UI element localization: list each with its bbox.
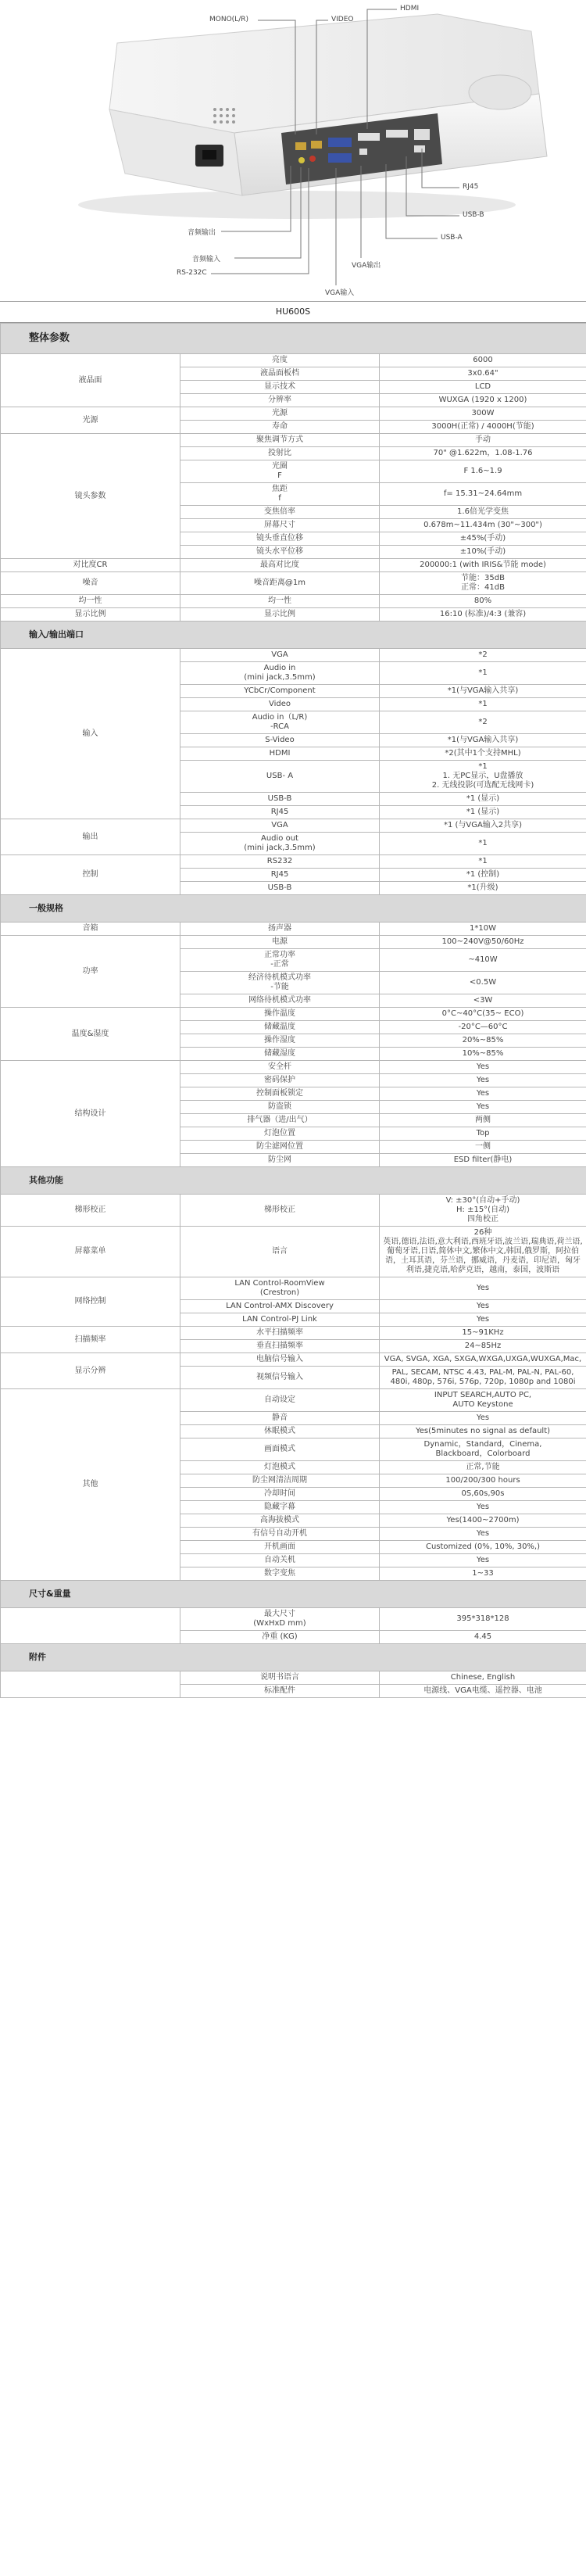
- spec-key: USB-B: [180, 793, 380, 806]
- group-label: 屏幕菜单: [1, 1227, 180, 1277]
- spec-value: V: ±30°(自动+手动) H: ±15°(自动) 四角校正: [380, 1195, 586, 1227]
- spec-value: 0°C~40°C(35~ ECO): [380, 1008, 586, 1021]
- section-title: 输入/输出端口: [1, 622, 586, 649]
- spec-value: 6000: [380, 354, 586, 367]
- spec-value: Yes: [380, 1554, 586, 1567]
- spec-value: Yes: [380, 1412, 586, 1425]
- callout-rj45: RJ45: [463, 183, 479, 191]
- table-row: [1, 1061, 586, 1074]
- group-label: 液晶面: [1, 354, 180, 407]
- group-label: 光源: [1, 407, 180, 434]
- spec-key: Audio in (mini jack,3.5mm): [180, 662, 380, 685]
- group-label: 显示分辨: [1, 1353, 180, 1389]
- spec-value: 395*318*128: [380, 1608, 586, 1631]
- spec-key: 防尘网清洁周期: [180, 1474, 380, 1488]
- spec-value: -20°C—60°C: [380, 1021, 586, 1034]
- spec-key: 标准配件: [180, 1685, 380, 1698]
- spec-key: 亮度: [180, 354, 380, 367]
- spec-key: S-Video: [180, 734, 380, 747]
- spec-key: 聚焦调节方式: [180, 434, 380, 447]
- spec-value: Yes: [380, 1061, 586, 1074]
- spec-value: *1: [380, 698, 586, 711]
- spec-value: *1(与VGA输入共享): [380, 734, 586, 747]
- spec-key: 焦距 f: [180, 483, 380, 506]
- group-label: 其他: [1, 1389, 180, 1581]
- group-label: [1, 1671, 180, 1698]
- spec-key: 高海拔模式: [180, 1514, 380, 1528]
- spec-value: ±10%(手动): [380, 546, 586, 559]
- spec-value: 300W: [380, 407, 586, 421]
- spec-value: Yes: [380, 1528, 586, 1541]
- group-label: 输出: [1, 819, 180, 855]
- table-row: [1, 1227, 586, 1277]
- callout-usb-b: USB-B: [463, 211, 484, 219]
- spec-key: 视频信号输入: [180, 1367, 380, 1389]
- group-label: 对比度CR: [1, 559, 180, 572]
- spec-key: 分辨率: [180, 394, 380, 407]
- spec-value: 20%~85%: [380, 1034, 586, 1048]
- spec-key: 投射比: [180, 447, 380, 460]
- callout-mono-lr: MONO(L/R): [209, 16, 248, 23]
- spec-key: 变焦倍率: [180, 506, 380, 519]
- spec-value: *1 (显示): [380, 806, 586, 819]
- spec-key: 电源: [180, 936, 380, 949]
- spec-key: 经济待机模式功率 -节能: [180, 972, 380, 994]
- spec-value: 3x0.64": [380, 367, 586, 381]
- spec-key: 灯泡模式: [180, 1461, 380, 1474]
- spec-value: 4.45: [380, 1631, 586, 1644]
- spec-value: *1 1. 无PC显示，U盘播放 2. 无线投影(可选配无线网卡): [380, 761, 586, 793]
- section-title: 一般规格: [1, 895, 586, 923]
- group-label: 温度&湿度: [1, 1008, 180, 1061]
- spec-key: 画面模式: [180, 1438, 380, 1461]
- spec-value: <0.5W: [380, 972, 586, 994]
- spec-value: F 1.6~1.9: [380, 460, 586, 483]
- spec-value: WUXGA (1920 x 1200): [380, 394, 586, 407]
- spec-value: INPUT SEARCH,AUTO PC, AUTO Keystone: [380, 1389, 586, 1412]
- page-bottom-spacer: [0, 1698, 586, 1707]
- spec-value: Customized (0%, 10%, 30%,): [380, 1541, 586, 1554]
- table-row: [1, 855, 586, 869]
- spec-value: 0S,60s,90s: [380, 1488, 586, 1501]
- callout-video: VIDEO: [331, 16, 354, 23]
- spec-key: 净重 (KG): [180, 1631, 380, 1644]
- group-label: 控制: [1, 855, 180, 895]
- spec-value: Yes: [380, 1101, 586, 1114]
- spec-value: Yes: [380, 1074, 586, 1087]
- table-row: [1, 1353, 586, 1367]
- table-row: [1, 936, 586, 949]
- table-row: [1, 1389, 586, 1412]
- spec-key: VGA: [180, 819, 380, 833]
- group-label: 网络控制: [1, 1277, 180, 1327]
- spec-key: LAN Control-AMX Discovery: [180, 1300, 380, 1313]
- spec-value: ESD filter(静电): [380, 1154, 586, 1167]
- spec-key: 镜头水平位移: [180, 546, 380, 559]
- spec-key: 语言: [180, 1227, 380, 1277]
- spec-value: 节能：35dB 正常：41dB: [380, 572, 586, 595]
- spec-key: Audio in（L/R) -RCA: [180, 711, 380, 734]
- table-row: [1, 407, 586, 421]
- spec-key: 开机画面: [180, 1541, 380, 1554]
- spec-key: 屏幕尺寸: [180, 519, 380, 532]
- group-label: 扫描频率: [1, 1327, 180, 1353]
- spec-key: 说明书语言: [180, 1671, 380, 1685]
- spec-value: *1(与VGA输入共享): [380, 685, 586, 698]
- spec-value: 24~85Hz: [380, 1340, 586, 1353]
- spec-key: 灯泡位置: [180, 1127, 380, 1141]
- table-row: [1, 819, 586, 833]
- spec-key: LAN Control-PJ Link: [180, 1313, 380, 1327]
- spec-value: Yes: [380, 1501, 586, 1514]
- spec-key: 安全杆: [180, 1061, 380, 1074]
- callout-usb-a: USB-A: [441, 234, 463, 242]
- spec-key: 显示比例: [180, 608, 380, 622]
- table-row: [1, 1008, 586, 1021]
- table-row: [1, 1671, 586, 1685]
- spec-value: Yes: [380, 1087, 586, 1101]
- spec-key: 扬声器: [180, 923, 380, 936]
- table-row: [1, 923, 586, 936]
- section-header-row: [1, 1644, 586, 1671]
- callout-vga-in: VGA输入: [325, 289, 355, 297]
- spec-value: <3W: [380, 994, 586, 1008]
- spec-key: 寿命: [180, 421, 380, 434]
- spec-table: [0, 323, 586, 1698]
- table-row: [1, 559, 586, 572]
- spec-value: Yes: [380, 1313, 586, 1327]
- spec-key: 水平扫描频率: [180, 1327, 380, 1340]
- spec-value: *1 (控制): [380, 869, 586, 882]
- spec-value: 1.6倍光学变焦: [380, 506, 586, 519]
- spec-value: 0.678m~11.434m (30"~300"): [380, 519, 586, 532]
- spec-key: 排气器（进/出气）: [180, 1114, 380, 1127]
- group-label: [1, 1608, 180, 1644]
- spec-value: Yes: [380, 1300, 586, 1313]
- spec-key: LAN Control-RoomView (Crestron): [180, 1277, 380, 1300]
- spec-key: 自动设定: [180, 1389, 380, 1412]
- section-title: 尺寸&重量: [1, 1581, 586, 1608]
- spec-key: 操作温度: [180, 1008, 380, 1021]
- group-label: 音箱: [1, 923, 180, 936]
- group-label: 均一性: [1, 595, 180, 608]
- section-header-row: [1, 895, 586, 923]
- spec-key: 休眠模式: [180, 1425, 380, 1438]
- spec-value: LCD: [380, 381, 586, 394]
- section-header-row: [1, 1167, 586, 1195]
- spec-value: f= 15.31~24.64mm: [380, 483, 586, 506]
- table-row: [1, 649, 586, 662]
- spec-key: 网络待机模式功率: [180, 994, 380, 1008]
- spec-value: 两侧: [380, 1114, 586, 1127]
- spec-value: *1(升级): [380, 882, 586, 895]
- callout-audio-out: 音频输出: [188, 229, 216, 237]
- spec-value: ~410W: [380, 949, 586, 972]
- spec-key: Video: [180, 698, 380, 711]
- spec-key: 数字变焦: [180, 1567, 380, 1581]
- group-label: 噪音: [1, 572, 180, 595]
- callout-rs232c: RS-232C: [177, 269, 207, 277]
- table-row: [1, 1195, 586, 1227]
- spec-value: 手动: [380, 434, 586, 447]
- section-header-row: [1, 622, 586, 649]
- table-row: [1, 354, 586, 367]
- spec-key: 控制面板锁定: [180, 1087, 380, 1101]
- spec-key: 镜头垂直位移: [180, 532, 380, 546]
- spec-value: VGA, SVGA, XGA, SXGA,WXGA,UXGA,WUXGA,Mac,: [380, 1353, 586, 1367]
- section-header-row: [1, 1581, 586, 1608]
- spec-key: 防尘滤网位置: [180, 1141, 380, 1154]
- spec-value: *2: [380, 649, 586, 662]
- callout-vga-out: VGA输出: [352, 262, 381, 270]
- spec-key: RJ45: [180, 806, 380, 819]
- spec-key: 隐藏字幕: [180, 1501, 380, 1514]
- table-row: [1, 608, 586, 622]
- spec-key: 电脑信号输入: [180, 1353, 380, 1367]
- spec-key: 噪音距离@1m: [180, 572, 380, 595]
- spec-key: 密码保护: [180, 1074, 380, 1087]
- spec-value: 正常,节能: [380, 1461, 586, 1474]
- group-label: 显示比例: [1, 608, 180, 622]
- spec-key: 均一性: [180, 595, 380, 608]
- spec-key: 储藏温度: [180, 1021, 380, 1034]
- group-label: 功率: [1, 936, 180, 1008]
- spec-value: Top: [380, 1127, 586, 1141]
- table-row: [1, 1608, 586, 1631]
- group-label: 结构设计: [1, 1061, 180, 1167]
- spec-key: 操作湿度: [180, 1034, 380, 1048]
- spec-value: *1: [380, 833, 586, 855]
- spec-value: 200000:1 (with IRIS&节能 mode): [380, 559, 586, 572]
- table-row: [1, 434, 586, 447]
- section-title: 附件: [1, 1644, 586, 1671]
- spec-key: 液晶面板档: [180, 367, 380, 381]
- spec-key: 防尘网: [180, 1154, 380, 1167]
- spec-value: 100/200/300 hours: [380, 1474, 586, 1488]
- spec-key: 储藏湿度: [180, 1048, 380, 1061]
- table-row: [1, 595, 586, 608]
- spec-value: *1: [380, 855, 586, 869]
- spec-value: PAL, SECAM, NTSC 4.43, PAL-M, PAL-N, PAL-60, 480i, 480p, 576i, 576p, 720p, 1080p and 1080i: [380, 1367, 586, 1389]
- spec-value: Yes(5minutes no signal as default): [380, 1425, 586, 1438]
- spec-key: 静音: [180, 1412, 380, 1425]
- table-row: [1, 1277, 586, 1300]
- spec-key: 梯形校正: [180, 1195, 380, 1227]
- spec-value: Dynamic，Standard，Cinema, Blackboard，Colorboard: [380, 1438, 586, 1461]
- spec-key: RS232: [180, 855, 380, 869]
- spec-key: 垂直扫描频率: [180, 1340, 380, 1353]
- group-label: 镜头参数: [1, 434, 180, 559]
- callout-audio-in: 音频输入: [192, 256, 221, 263]
- spec-key: Audio out (mini jack,3.5mm): [180, 833, 380, 855]
- spec-key: 光圈 F: [180, 460, 380, 483]
- spec-key: 最高对比度: [180, 559, 380, 572]
- spec-value: 1~33: [380, 1567, 586, 1581]
- table-row: [1, 1327, 586, 1340]
- spec-value: *1 (与VGA输入2共享): [380, 819, 586, 833]
- model-title: HU600S: [0, 301, 586, 323]
- spec-value: 一侧: [380, 1141, 586, 1154]
- table-row: [1, 572, 586, 595]
- spec-value: Yes(1400~2700m): [380, 1514, 586, 1528]
- spec-value: *2(其中1个支持MHL): [380, 747, 586, 761]
- spec-key: 正常功率 -正常: [180, 949, 380, 972]
- callout-hdmi: HDMI: [400, 5, 420, 13]
- spec-value: 3000H(正常) / 4000H(节能): [380, 421, 586, 434]
- spec-key: USB-B: [180, 882, 380, 895]
- spec-value: *1: [380, 662, 586, 685]
- spec-key: YCbCr/Component: [180, 685, 380, 698]
- spec-value: *1 (显示): [380, 793, 586, 806]
- spec-value: ±45%(手动): [380, 532, 586, 546]
- group-label: 梯形校正: [1, 1195, 180, 1227]
- product-hero-image: [0, 0, 586, 301]
- spec-value: 10%~85%: [380, 1048, 586, 1061]
- spec-key: 有信号自动开机: [180, 1528, 380, 1541]
- spec-key: USB- A: [180, 761, 380, 793]
- section-header-row: [1, 324, 586, 354]
- spec-value: 100~240V@50/60Hz: [380, 936, 586, 949]
- spec-key: 防盗锁: [180, 1101, 380, 1114]
- spec-value: 70" @1.622m，1.08-1.76: [380, 447, 586, 460]
- spec-key: 最大尺寸 (WxHxD mm): [180, 1608, 380, 1631]
- spec-value: *2: [380, 711, 586, 734]
- spec-value: 26种 英语,德语,法语,意大利语,西班牙语,波兰语,瑞典语,荷兰语,葡萄牙语,日语,简体中文,繁体中文,韩国,俄罗斯，阿拉伯语，土耳其语，芬兰语，挪威语，丹麦语，印尼语，匈牙利语,捷克语,哈萨克语，越南，泰国，波斯语: [380, 1227, 586, 1277]
- section-title: 整体参数: [1, 324, 586, 354]
- spec-value: 80%: [380, 595, 586, 608]
- spec-value: Chinese, English: [380, 1671, 586, 1685]
- spec-key: 冷却时间: [180, 1488, 380, 1501]
- spec-key: RJ45: [180, 869, 380, 882]
- spec-key: 自动关机: [180, 1554, 380, 1567]
- projector-illustration: [0, 0, 586, 301]
- spec-key: VGA: [180, 649, 380, 662]
- group-label: 输入: [1, 649, 180, 819]
- spec-key: 光源: [180, 407, 380, 421]
- spec-value: Yes: [380, 1277, 586, 1300]
- spec-value: 电源线、VGA电缆、遥控器、电池: [380, 1685, 586, 1698]
- spec-value: 16:10 (标准)/4:3 (兼容): [380, 608, 586, 622]
- spec-key: 显示技术: [180, 381, 380, 394]
- section-title: 其他功能: [1, 1167, 586, 1195]
- spec-value: 1*10W: [380, 923, 586, 936]
- spec-key: HDMI: [180, 747, 380, 761]
- spec-value: 15~91KHz: [380, 1327, 586, 1340]
